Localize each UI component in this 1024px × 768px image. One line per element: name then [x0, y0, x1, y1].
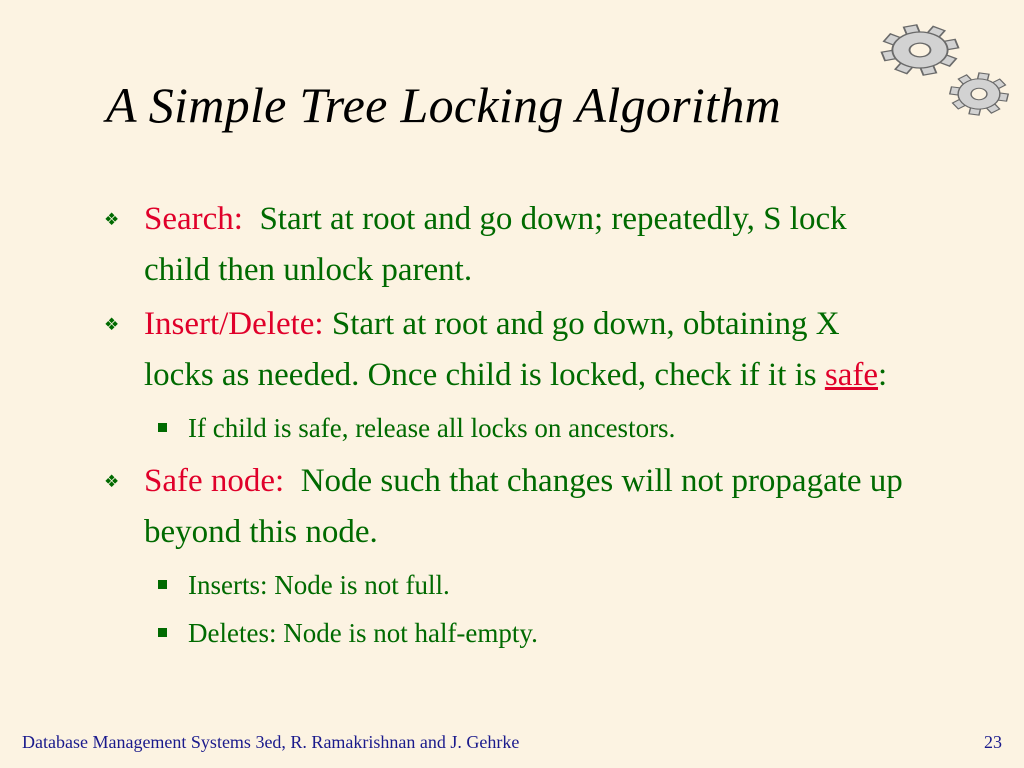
page-number: 23	[984, 732, 1002, 752]
bullet-keyword: Search:	[144, 201, 243, 237]
sub-bullet	[104, 561, 904, 609]
sub-bullet-text: Inserts: Node is not full.	[188, 570, 450, 600]
sub-bullet-text: If child is safe, release all locks on ancestors.	[188, 413, 676, 443]
bullet-text: Start at root and go down; repeatedly, S lock child then unlock parent.	[144, 201, 847, 288]
bullet-safe-node	[104, 456, 904, 558]
square-bullet-icon	[158, 628, 167, 637]
slide-title: A Simple Tree Locking Algorithm	[106, 77, 782, 133]
bullet-insert-delete	[104, 299, 904, 401]
bullet-text: Start at root and go down, obtaining X locks as needed. Once child is locked, check if it is	[144, 306, 840, 393]
safe-link[interactable]: safe	[824, 357, 879, 393]
diamond-bullet-icon: ❖	[104, 315, 120, 334]
diamond-bullet-icon: ❖	[104, 210, 120, 229]
bullet-list	[104, 194, 904, 657]
bullet-text-end: :	[878, 357, 888, 393]
bullet-text: Node such that changes will not propagate up beyond this node.	[144, 463, 903, 550]
sub-bullet	[104, 404, 904, 452]
gears-icon	[862, 8, 1022, 128]
bullet-keyword: Safe node:	[144, 463, 285, 499]
square-bullet-icon	[158, 580, 167, 589]
sub-bullet-text: Deletes: Node is not half-empty.	[188, 618, 538, 648]
bullet-search	[104, 194, 904, 296]
sub-bullet	[104, 609, 904, 657]
bullet-keyword: Insert/Delete:	[144, 306, 324, 342]
diamond-bullet-icon: ❖	[104, 472, 120, 491]
footer-text: Database Management Systems 3ed, R. Ramakrishnan and J. Gehrke	[22, 732, 520, 752]
square-bullet-icon	[158, 423, 167, 432]
